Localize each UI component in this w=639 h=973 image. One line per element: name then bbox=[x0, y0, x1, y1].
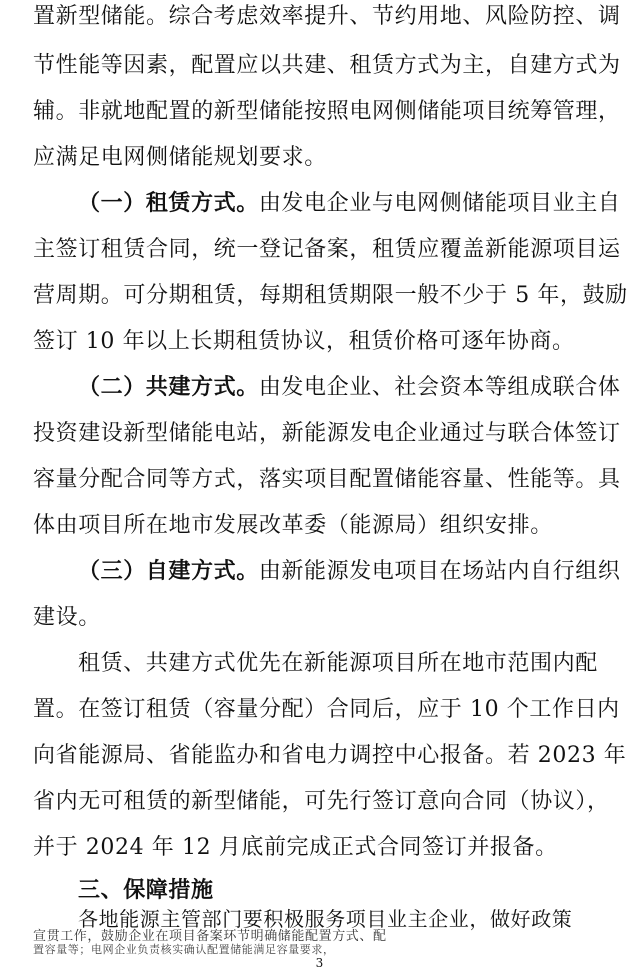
text-line: 营周期。可分期租赁，每期租赁期限一般不少于 5 年，鼓励 bbox=[33, 283, 628, 308]
text-line: 投资建设新型储能电站，新能源发电企业通过与联合体签订 bbox=[33, 421, 621, 446]
item-selfbuild-label: （三）自建方式。 bbox=[78, 559, 259, 584]
text-line: 宣贯工作，鼓励企业在项目备案环节明确储能配置方式、配 bbox=[33, 929, 387, 944]
text-line: 置。在签订租赁（容量分配）合同后，应于 10 个工作日内 bbox=[33, 697, 620, 722]
text-line: 辅。非就地配置的新型储能按照电网侧储能项目统筹管理， bbox=[33, 99, 621, 124]
text-line: 体由项目所在地市发展改革委（能源局）组织安排。 bbox=[33, 513, 553, 538]
page-number: 3 bbox=[315, 956, 324, 970]
text-line: 置新型储能。综合考虑效率提升、节约用地、风险防控、调 bbox=[33, 4, 621, 29]
text-line: 租赁、共建方式优先在新能源项目所在地市范围内配 bbox=[78, 651, 598, 676]
text-line: 容量分配合同等方式，落实项目配置储能容量、性能等。具 bbox=[33, 467, 621, 492]
item-selfbuild-first-line bbox=[78, 559, 621, 585]
item-lease-first-line bbox=[78, 191, 621, 217]
text-line: 置容量等；电网企业负责核实确认配置储能满足容量要求， bbox=[33, 943, 335, 956]
text-line: 节性能等因素，配置应以共建、租赁方式为主，自建方式为 bbox=[33, 53, 621, 78]
item-selfbuild-text: 由新能源发电项目在场站内自行组织 bbox=[258, 559, 621, 584]
text-line: 向省能源局、省能监办和省电力调控中心报备。若 2023 年 bbox=[33, 743, 627, 768]
text-line: 应满足电网侧储能规划要求。 bbox=[33, 145, 327, 170]
text-line: 各地能源主管部门要积极服务项目业主企业，做好政策 bbox=[78, 907, 573, 931]
text-line: 省内无可租赁的新型储能，可先行签订意向合同（协议）， bbox=[33, 789, 610, 814]
text-line: 并于 2024 年 12 月底前完成正式合同签订并报备。 bbox=[33, 835, 558, 860]
item-cobuild-first-line bbox=[78, 375, 621, 401]
item-cobuild-label: （二）共建方式。 bbox=[78, 375, 259, 400]
text-line: 建设。 bbox=[33, 605, 101, 630]
text-line: 签订 10 年以上长期租赁协议，租赁价格可逐年协商。 bbox=[33, 329, 575, 354]
item-cobuild-text: 由发电企业、社会资本等组成联合体 bbox=[258, 375, 621, 400]
section-heading: 三、保障措施 bbox=[78, 878, 214, 903]
item-lease-text: 由发电企业与电网侧储能项目业主自 bbox=[258, 191, 621, 216]
text-line: 主签订租赁合同，统一登记备案，租赁应覆盖新能源项目运 bbox=[33, 237, 621, 262]
item-lease-label: （一）租赁方式。 bbox=[78, 191, 259, 216]
